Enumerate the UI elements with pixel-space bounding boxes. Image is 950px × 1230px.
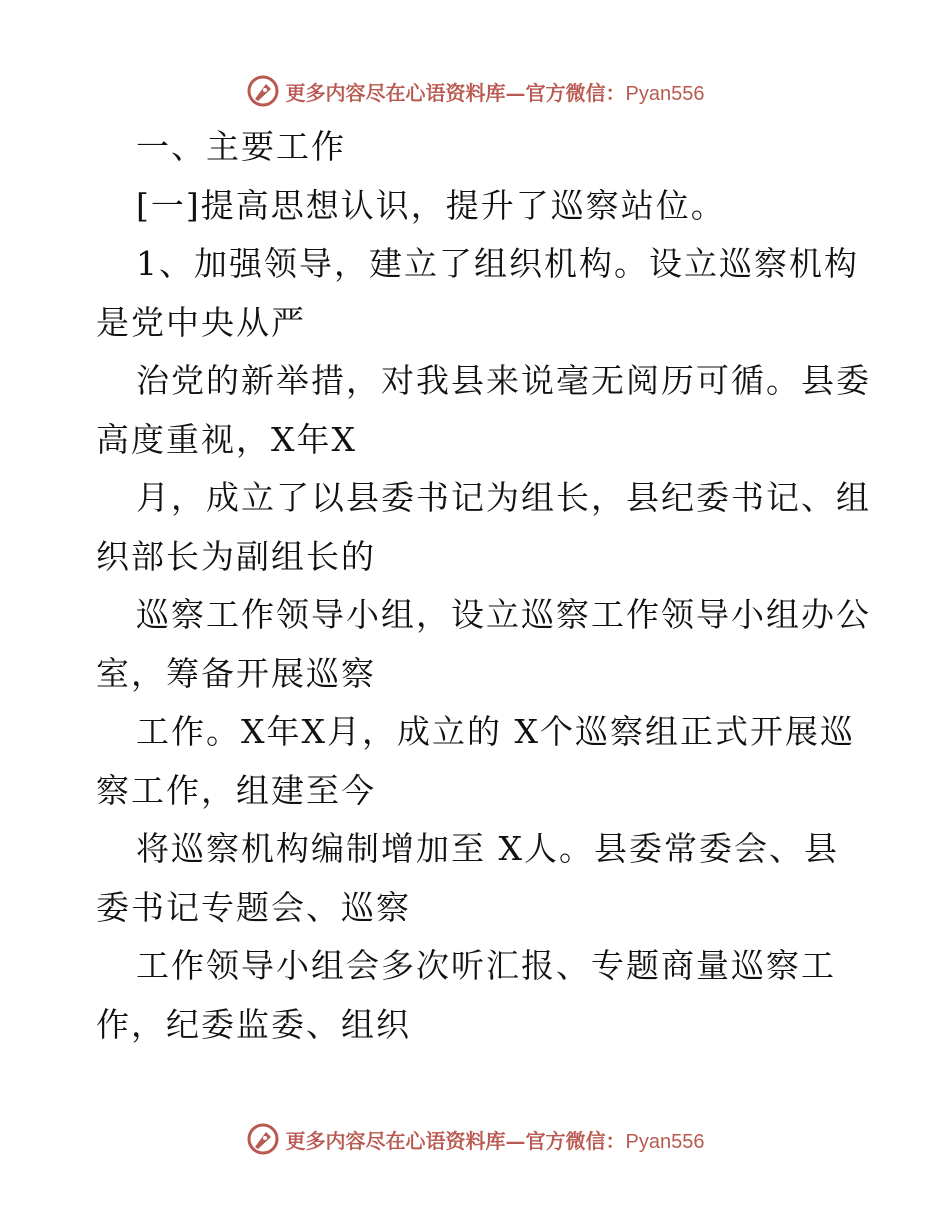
paragraph-line: 作，纪委监委、组织 — [96, 1004, 411, 1044]
watermark-account: Pyan556 — [625, 1130, 705, 1153]
watermark-text: 更多内容尽在心语资料库—官方微信：Pyan556 — [285, 80, 705, 105]
paragraph-line: 室，筹备开展巡察 — [96, 653, 376, 693]
paragraph-line: 委书记专题会、巡察 — [96, 887, 411, 927]
header-watermark — [0, 72, 950, 110]
pen-nib-circle-icon — [246, 1122, 280, 1156]
subsection-heading: [一]提高思想认识，提升了巡察站位。 — [136, 185, 726, 225]
document-body — [96, 118, 871, 1054]
paragraph-line: 月，成立了以县委书记为组长，县纪委书记、组 — [136, 478, 871, 517]
paragraph-line: 织部长为副组长的 — [96, 536, 376, 576]
pen-nib-circle-icon — [246, 74, 280, 108]
watermark-text: 更多内容尽在心语资料库—官方微信：Pyan556 — [285, 1128, 705, 1153]
watermark-account: Pyan556 — [625, 82, 705, 105]
paragraph-line: 察工作，组建至今 — [96, 770, 376, 810]
paragraph-line: 是党中央从严 — [96, 302, 306, 342]
paragraph-line: 1、加强领导，建立了组织机构。设立巡察机构 — [136, 244, 859, 283]
paragraph-line: 工作领导小组会多次听汇报、专题商量巡察工 — [136, 946, 836, 985]
paragraph-line: 工作。X年X月，成立的 X个巡察组正式开展巡 — [136, 712, 855, 751]
paragraph-line: 巡察工作领导小组，设立巡察工作领导小组办公 — [136, 595, 871, 634]
paragraph-line: 高度重视，X年X — [96, 419, 357, 459]
section-heading: 一、主要工作 — [136, 127, 346, 166]
paragraph-line: 治党的新举措，对我县来说毫无阅历可循。县委 — [136, 361, 871, 400]
paragraph-line: 将巡察机构编制增加至 X人。县委常委会、县 — [136, 829, 839, 868]
footer-watermark — [0, 1120, 950, 1158]
